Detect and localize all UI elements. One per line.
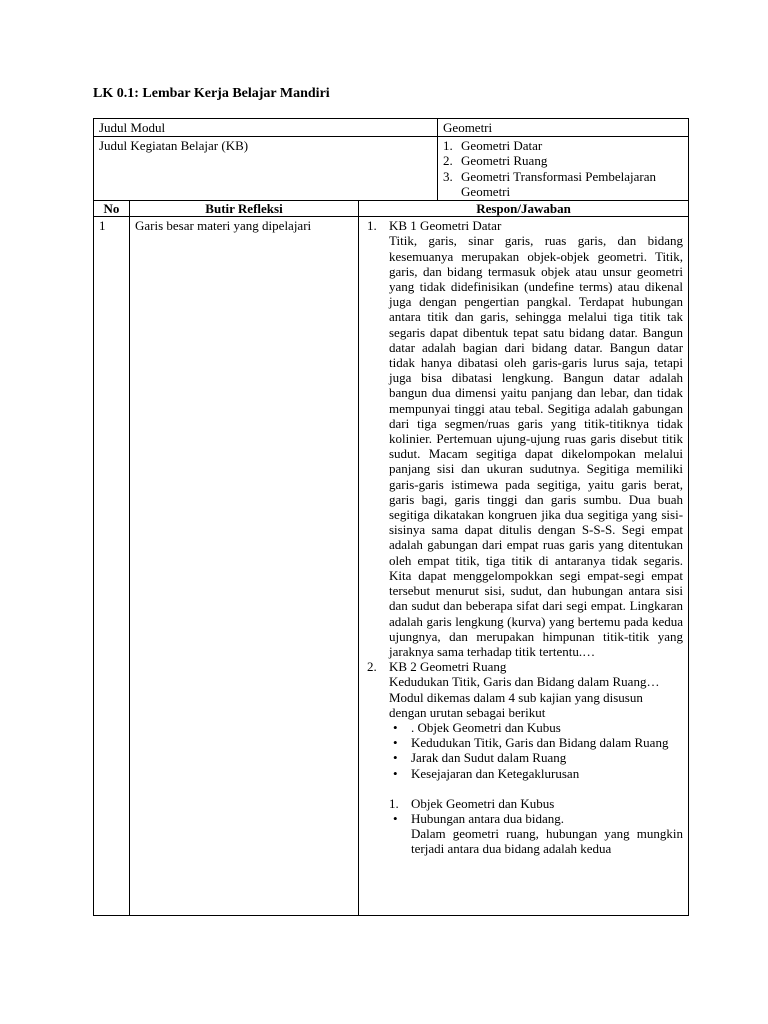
activities-list [443,138,683,199]
activity-item: 1. Geometri Datar [443,138,543,154]
kb2-bullet: • Kedudukan Titik, Garis dan Bidang dalam Ruang [393,735,669,751]
bullet-icon: • [393,719,398,735]
kb2-sub-title: Objek Geometri dan Kubus [411,795,555,811]
row-response [359,217,689,916]
kb2-sub-text: Dalam geometri ruang, hubungan yang mungkin terjadi antara dua bidang adalah kedua [411,826,684,857]
header-respon: Respon/Jawaban [359,201,689,217]
bullet-icon: • [393,735,398,751]
bullet-icon: • [393,810,398,826]
header-row [94,201,689,217]
bullet-icon: • [393,750,398,766]
activities-row [94,137,689,201]
kb2-line1: Kedudukan Titik, Garis dan Bidang dalam Ruang… [389,674,660,690]
reflection-table [93,118,689,916]
module-row [94,119,689,137]
page-title: LK 0.1: Lembar Kerja Belajar Mandiri [93,86,330,101]
header-no: No [94,201,130,217]
kb2-sub-item: 1. Objek Geometri dan Kubus [389,795,555,811]
module-value: Geometri [438,119,689,137]
kb2-sub-bullet: • Hubungan antara dua bidang. [393,810,565,826]
activities-label: Judul Kegiatan Belajar (KB) [94,137,438,201]
activity-item: 2. Geometri Ruang [443,153,548,169]
activities-list-cell [438,137,689,201]
kb2-bullet: • Kesejajaran dan Ketegaklurusan [393,765,580,781]
kb2-title: KB 2 Geometri Ruang [389,659,507,675]
bullet-icon: • [393,765,398,781]
table-row [94,217,689,916]
kb1-title: KB 1 Geometri Datar [389,218,502,234]
kb2-line2: Modul dikemas dalam 4 sub kajian yang disusun dengan urutan sebagai berikut [389,689,643,720]
module-label: Judul Modul [94,119,438,137]
activity-item: 3. Geometri Transformasi Pembelajaran Geometri [443,168,656,199]
kb1-item: 1. KB 1 Geometri Datar Titik, garis, sinar garis, ruas garis, dan bidang kesemuanya merupakan objek-objek geometri. Titik, garis, dan bidang termasuk objek atau unsur geometri yang tidak didefinisikan (undefine terms) atau dikenal juga dengan pengertian pangkal. Terdapat hubungan antara titik dan garis, sehingga melalui tiga titik tak segaris dapat dibentuk tepat satu bidang datar. Bangun datar adalah bagian dari bidang datar. Bangun datar tidak hanya dibatasi oleh garis-garis lurus saja, tetapi juga bisa dibatasi lengkung. Bangun datar adalah bangun dua dimensi yaitu panjang dan lebar, dan tidak mempunyai tinggi atau tebal. Segitiga adalah gabungan dari tiga segmen/ruas garis yang titik-titiknya tidak kolinier. Pertemuan ujung-ujung ruas garis disebut titik sudut. Macam segitiga dapat dikelompokan melalui panjang sisi dan ukuran sudutnya. Segitiga memiliki garis-garis istimewa pada segitiga, yaitu garis berat, garis bagi, garis tinggi dan garis sumbu. Dua buah segitiga dikatakan kongruen jika dua segitiga yang sisi-sisinya sama dapat ditulis dengan S-S-S. Segi empat adalah gabungan dari empat ruas garis yang ditentukan oleh empat titik, tiga titik di antaranya tidak segaris. Kita dapat menggelompokkan segi empat-segi empat tersebut menurut sisi, sudut, dan hubungan antara sisi dan sudut dan beberapa sifat dari segi empat. Lingkaran adalah garis lengkung (kurva) yang bertemu pada kedua ujungnya, dan merupakan himpunan titik-titik yang jaraknya sama terhadap titik tertentu.… [367,218,684,659]
row-butir: Garis besar materi yang dipelajari [130,217,359,916]
kb2-item: 2. KB 2 Geometri Ruang Kedudukan Titik, Garis dan Bidang dalam Ruang… Modul dikemas dalam 4 sub kajian yang disusun dengan urutan sebagai berikut • . Objek Geometri dan Kubus • Kedudukan Titik, Garis dan Bidang dalam Ruang • Jarak dan Sudut dalam Ruang • Kesejajaran dan Ketegaklurusan 1. Objek Geometri dan Kubus • Hubungan antara dua bidang. Dalam geometri ruang, hubungan yang mungkin terjadi antara dua bidang adalah kedua [367,659,684,857]
row-number: 1 [94,217,130,916]
kb2-bullet: • . Objek Geometri dan Kubus [393,719,561,735]
header-butir: Butir Refleksi [130,201,359,217]
kb2-bullet: • Jarak dan Sudut dalam Ruang [393,750,567,766]
kb1-text: Titik, garis, sinar garis, ruas garis, dan bidang kesemuanya merupakan objek-objek geometri. Titik, garis, dan bidang termasuk objek atau unsur geometri yang tidak didefinisikan (undefine terms) atau dikenal juga dengan pengertian pangkal. Terdapat hubungan antara titik dan garis, sehingga melalui tiga titik tak segaris dapat dibentuk tepat satu bidang datar. Bangun datar adalah bagian dari bidang datar. Bangun datar tidak hanya dibatasi oleh garis-garis lurus saja, tetapi juga bisa dibatasi lengkung. Bangun datar adalah bangun dua dimensi yaitu panjang dan lebar, dan tidak mempunyai tinggi atau tebal. Segitiga adalah gabungan dari tiga segmen/ruas garis yang titik-titiknya tidak kolinier. Pertemuan ujung-ujung ruas garis disebut titik sudut. Macam segitiga dapat dikelompokan melalui panjang sisi dan ukuran sudutnya. Segitiga memiliki garis-garis istimewa pada segitiga, yaitu garis berat, garis bagi, garis tinggi dan garis sumbu. Dua buah segitiga dikatakan kongruen jika dua segitiga yang sisi-sisinya sama dapat ditulis dengan S-S-S. Segi empat adalah gabungan dari empat ruas garis yang ditentukan oleh empat titik, tiga titik di antaranya tidak segaris. Kita dapat menggelompokkan segi empat-segi empat tersebut menurut sisi, sudut, dan hubungan antara sisi dan sudut dan beberapa sifat dari segi empat. Lingkaran adalah garis lengkung (kurva) yang bertemu pada kedua ujungnya, dan merupakan himpunan titik-titik yang jaraknya sama terhadap titik tertentu.… [389,233,684,659]
